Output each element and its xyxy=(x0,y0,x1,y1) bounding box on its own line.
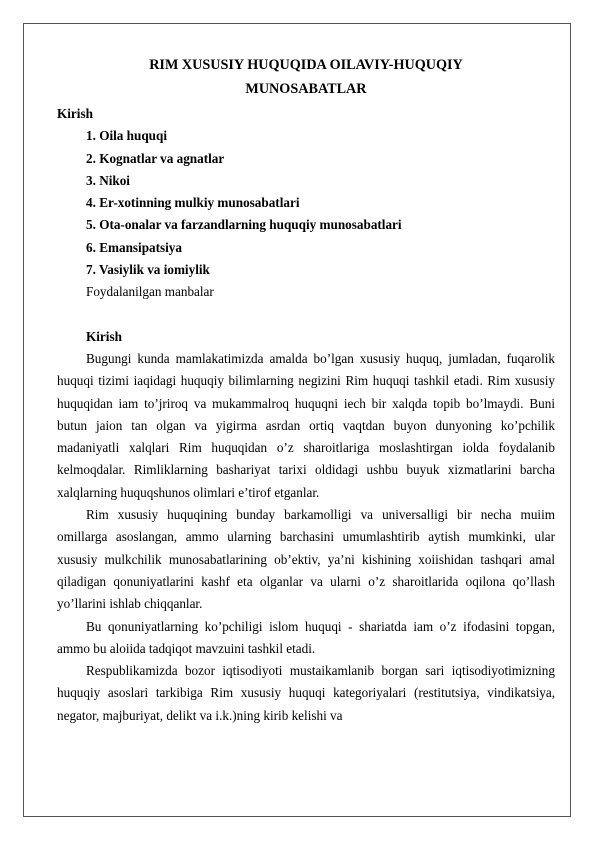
toc-item: 6. Emansipatsiya xyxy=(86,239,182,255)
toc-heading: Kirish xyxy=(57,106,93,121)
toc-item: 1. Oila huquqi xyxy=(86,128,167,144)
section-heading: Kirish xyxy=(86,328,122,344)
paragraph: Rim xususiy huquqining bunday barkamolligi va universalligi bir necha muiim omillarga asoslangan, ammo ularning barchasini umumlashtirib aytish mumkinki, ular xususiy mulkchilik munosabatlarining ob’ektiv, ya’ni kishining xoiishidan tashqari amal qiladigan qonuniyatlarini kashf eta olganlar va ularni o’z sharoitlarida oqilona qo’llash yo’llarini ishlab chiqqanlar. xyxy=(57,507,555,612)
paragraph: Bugungi kunda mamlakatimizda amalda bo’lgan xususiy huquq, jumladan, fuqarolik huquqi tizimi iaqidagi huquqiy bilimlarning negizini Rim huquqi tashkil etadi. Rim xususiy huquqidan iam to’jriroq va mukammalroq huquqni iech bir xalqda topib bo’lmaydi. Buni butun jaion tan olgan va yigirma asrdan ortiq vaqtdan buyon dunyoning ko’pchilik madaniyatli xalqlari Rim huquqidan o’z sharoitlariga moslashtirgan iolda foydalanib kelmoqdalar. Rimliklarning bashariyat tarixi oldidagi ushbu buyuk xizmatlarini barcha xalqlarning huquqshunos olimlari e’tirof etganlar. xyxy=(57,350,555,500)
blank-line xyxy=(57,304,555,326)
title-line-1: RIM XUSUSIY HUQUQIDA OILAVIY-HUQUQIY xyxy=(149,57,463,73)
toc-item: 3. Nikoi xyxy=(86,172,130,188)
toc-item: 4. Er-xotinning mulkiy munosabatlari xyxy=(86,195,300,211)
document-title xyxy=(57,53,555,101)
toc-item: 7. Vasiylik va iomiylik xyxy=(86,262,210,278)
toc-sources: Foydalanilgan manbalar xyxy=(86,284,214,300)
paragraph: Bu qonuniyatlarning ko’pchiligi islom huquqi - shariatda iam o’z ifodasini topgan, ammo bu aloiida tadqiqot mavzuini tashkil etadi. xyxy=(57,618,555,656)
document-content xyxy=(57,53,555,727)
table-of-contents xyxy=(57,125,555,281)
toc-item: 5. Ota-onalar va farzandlarning huquqiy munosabatlari xyxy=(86,217,402,233)
toc-item: 2. Kognatlar va agnatlar xyxy=(86,150,225,166)
title-line-2: MUNOSABATLAR xyxy=(245,81,367,97)
paragraph: Respublikamizda bozor iqtisodiyoti mustaikamlanib borgan sari iqtisodiyotimizning huquqiy asoslari tarkibiga Rim xususiy huquqi kategoriyalari (restitutsiya, vindikatsiya, negator, majburiyat, delikt va i.k.)ning kirib kelishi va xyxy=(57,663,555,723)
